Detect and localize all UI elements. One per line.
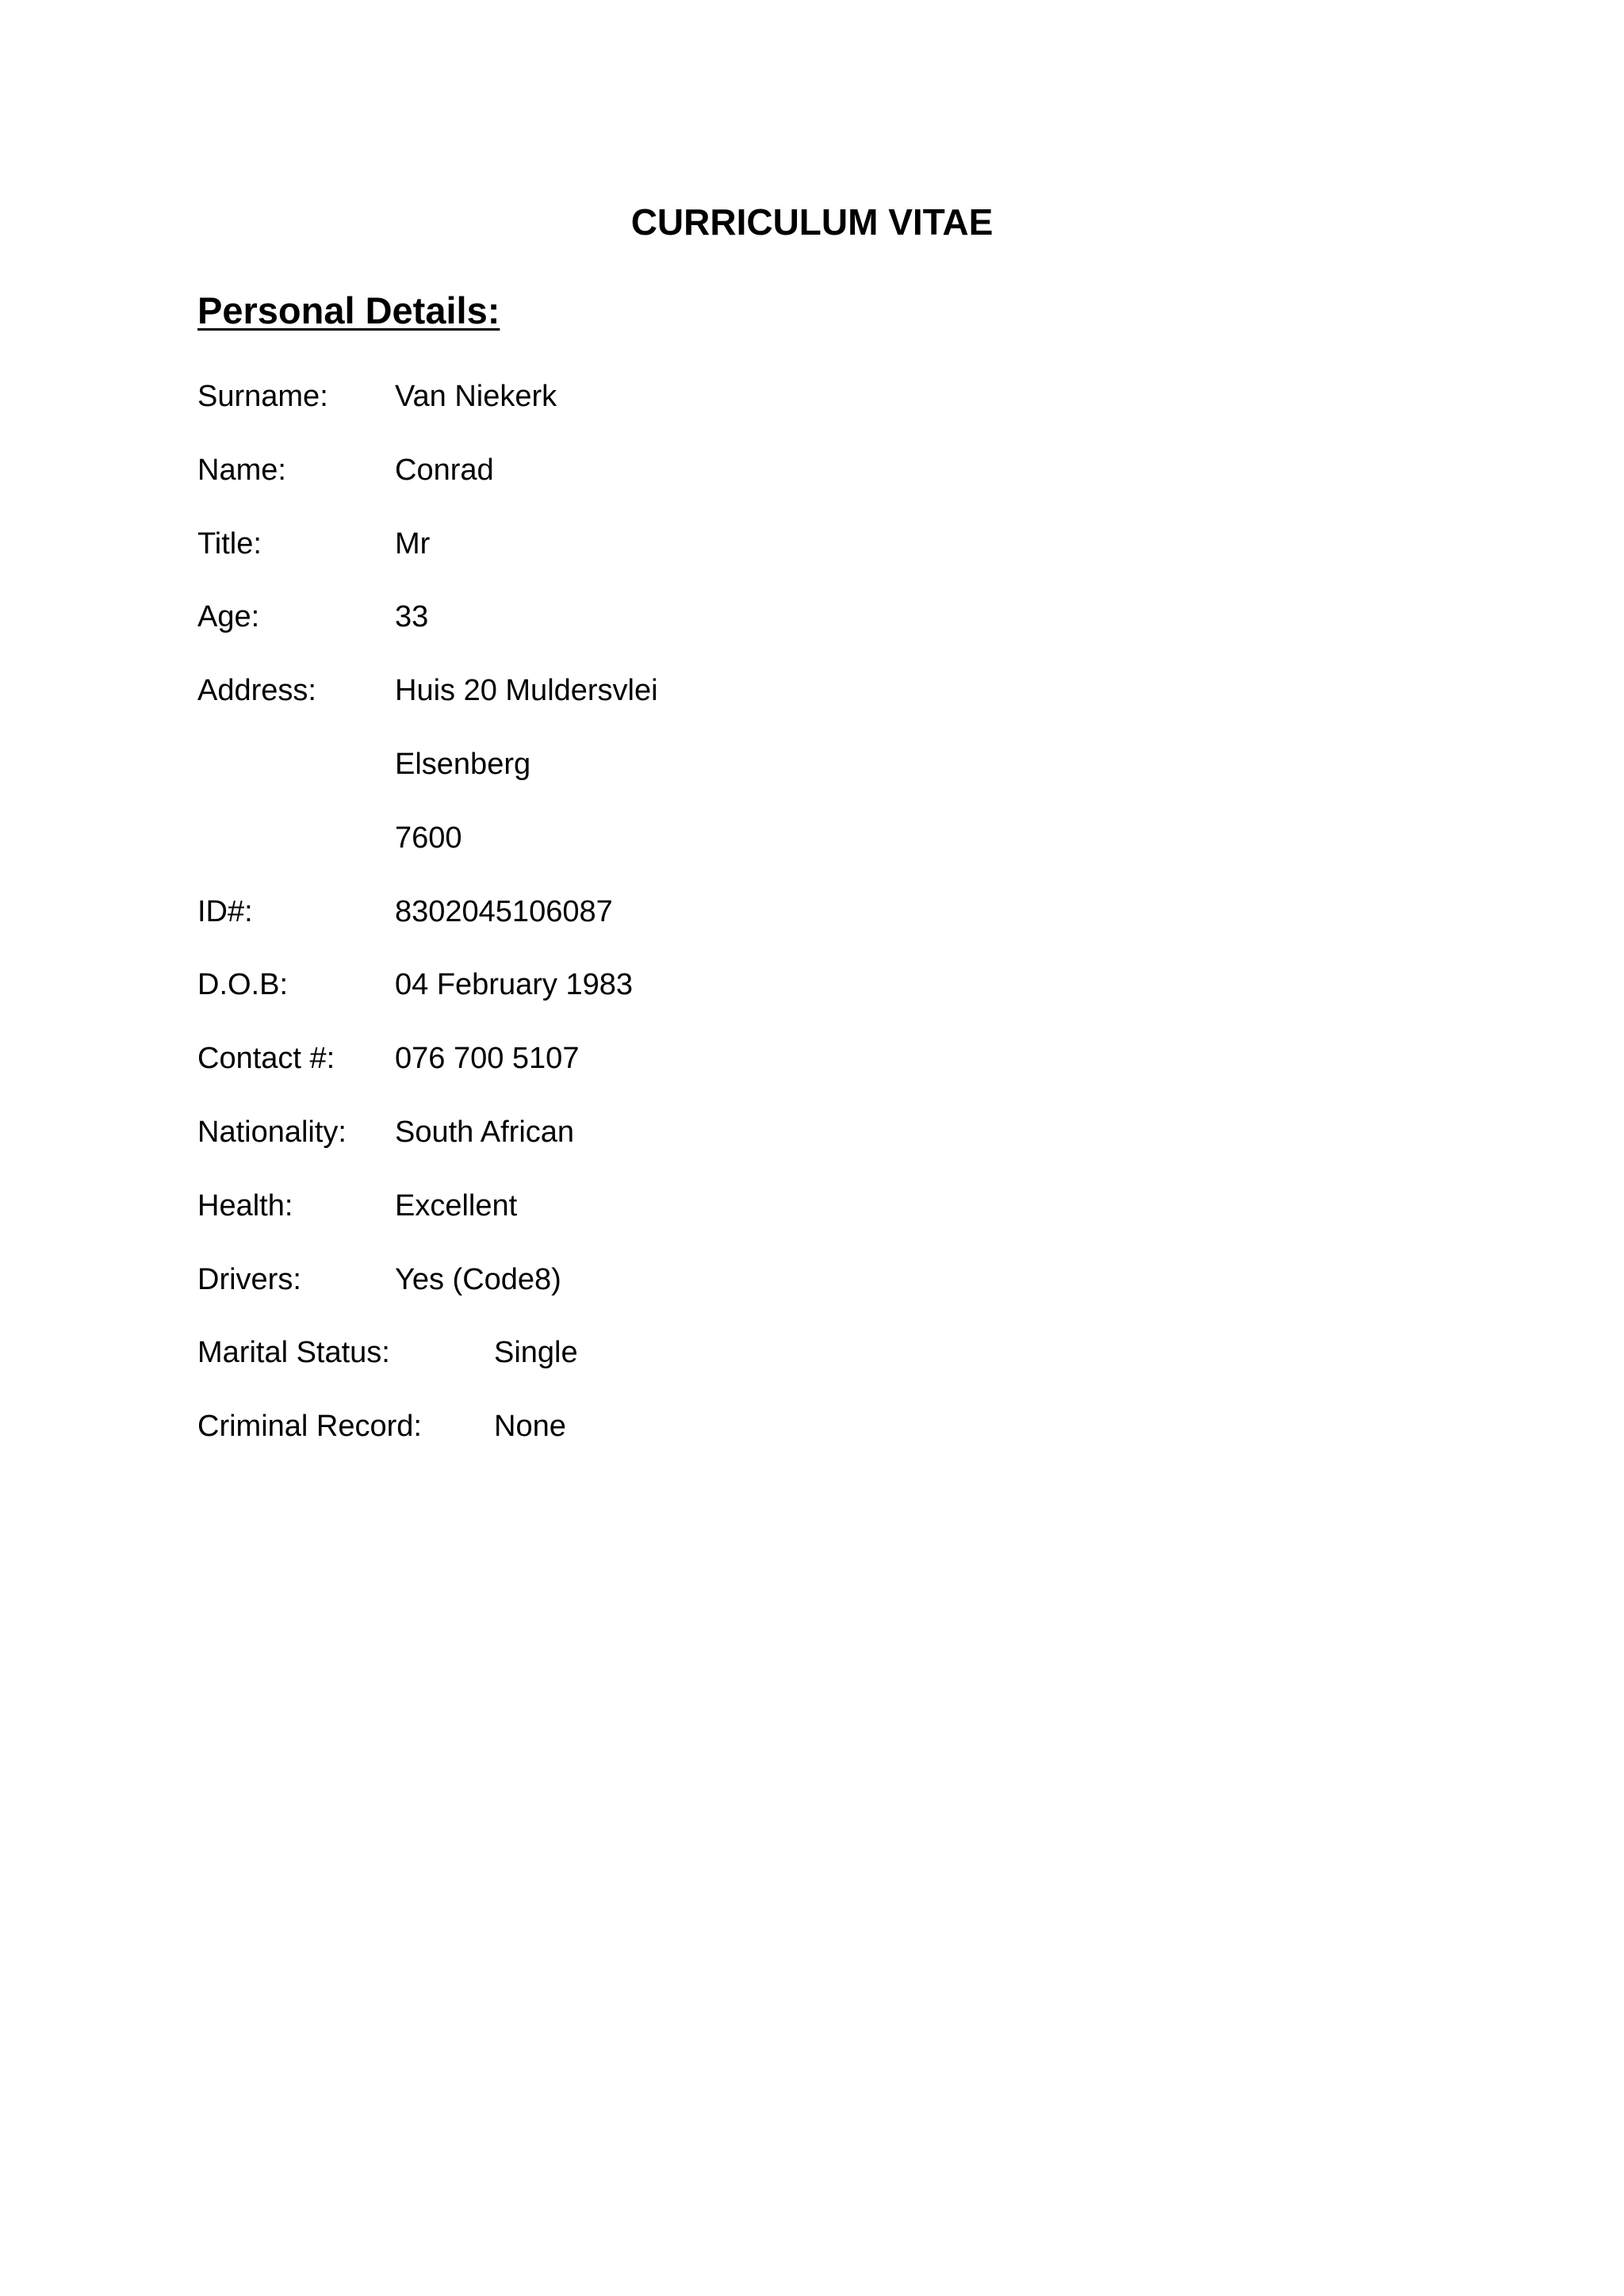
detail-value: Yes (Code8) — [395, 1262, 561, 1296]
detail-row-id-number — [197, 888, 1466, 962]
detail-row-marital-status — [197, 1329, 1466, 1402]
detail-row-name — [197, 446, 1466, 520]
detail-value: Huis 20 Muldersvlei — [395, 674, 658, 708]
personal-details-list — [197, 373, 1466, 1476]
detail-label: Drivers: — [197, 1262, 301, 1296]
detail-value: 33 — [395, 600, 429, 634]
detail-row-surname — [197, 373, 1466, 446]
detail-row-address-line-3 — [197, 814, 1466, 888]
detail-row-criminal-record — [197, 1402, 1466, 1476]
detail-value: Mr — [395, 526, 431, 561]
detail-label: Nationality: — [197, 1115, 347, 1149]
detail-value: 04 February 1983 — [395, 968, 633, 1002]
detail-label: Age: — [197, 600, 260, 634]
detail-row-dob — [197, 961, 1466, 1035]
detail-row-age — [197, 593, 1466, 667]
detail-value: South African — [395, 1115, 575, 1149]
detail-row-nationality — [197, 1108, 1466, 1182]
detail-value: 8302045106087 — [395, 894, 613, 928]
detail-value: 7600 — [395, 821, 462, 855]
section-heading-personal-details: Personal Details: — [197, 289, 500, 331]
detail-label: ID#: — [197, 894, 253, 928]
detail-value: Conrad — [395, 453, 494, 487]
detail-value: Elsenberg — [395, 747, 531, 781]
detail-value: Single — [494, 1336, 578, 1370]
detail-row-title — [197, 520, 1466, 594]
detail-value: 076 700 5107 — [395, 1042, 580, 1076]
detail-label: Criminal Record: — [197, 1410, 422, 1444]
detail-label: Surname: — [197, 380, 328, 413]
detail-row-contact — [197, 1035, 1466, 1108]
detail-label: Health: — [197, 1188, 293, 1223]
detail-row-drivers — [197, 1256, 1466, 1330]
document-title: CURRICULUM VITAE — [630, 201, 994, 243]
detail-label: Title: — [197, 526, 262, 561]
detail-label: Address: — [197, 674, 316, 708]
detail-row-health — [197, 1182, 1466, 1256]
detail-row-address-line-2 — [197, 740, 1466, 814]
detail-row-address-line-1 — [197, 667, 1466, 740]
detail-value: None — [494, 1410, 566, 1444]
detail-label: Marital Status: — [197, 1336, 390, 1370]
detail-label: Name: — [197, 453, 286, 487]
detail-value: Excellent — [395, 1188, 518, 1223]
detail-value: Van Niekerk — [395, 380, 557, 413]
detail-label: D.O.B: — [197, 968, 289, 1002]
detail-label: Contact #: — [197, 1042, 335, 1076]
